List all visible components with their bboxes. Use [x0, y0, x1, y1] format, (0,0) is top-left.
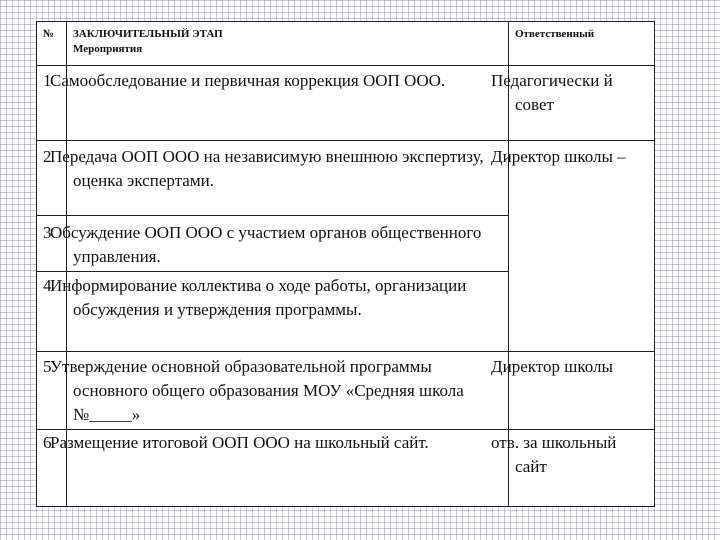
header-responsible: Ответственный: [509, 22, 655, 66]
row-num: 5: [37, 352, 67, 430]
row-responsible: Директор школы: [509, 352, 655, 430]
table-row: [37, 141, 655, 216]
row-num: 3: [37, 216, 67, 272]
row-responsible: Директор школы –: [509, 141, 655, 352]
header-events-subtitle: Мероприятия: [73, 43, 143, 55]
row-event: Информирование коллектива о ходе работы, организации обсуждения и утверждения программы.: [67, 272, 509, 352]
header-num: №: [37, 22, 67, 66]
header-events: [67, 22, 509, 66]
row-num: 6: [37, 430, 67, 507]
row-event: Передача ООП ООО на независимую внешнюю экспертизу, оценка экспертами.: [67, 141, 509, 216]
row-num: 1: [37, 66, 67, 141]
row-event: Самообследование и первичная коррекция ООП ООО.: [67, 66, 509, 141]
row-event: Размещение итоговой ООП ООО на школьный сайт.: [67, 430, 509, 507]
stage-plan-table: [36, 21, 655, 507]
row-event: Обсуждение ООП ООО с участием органов общественного управления.: [67, 216, 509, 272]
table-row: [37, 430, 655, 507]
row-num: 4: [37, 272, 67, 352]
table-header-row: [37, 22, 655, 66]
row-event: Утверждение основной образовательной программы основного общего образования МОУ «Средняя школа №_____»: [67, 352, 509, 430]
row-num: 2: [37, 141, 67, 216]
row-responsible: Педагогически й совет: [509, 66, 655, 141]
row-responsible: отв. за школьный сайт: [509, 430, 655, 507]
table-row: [37, 66, 655, 141]
table-row: [37, 352, 655, 430]
header-stage-title: ЗАКЛЮЧИТЕЛЬНЫЙ ЭТАП: [73, 28, 223, 40]
